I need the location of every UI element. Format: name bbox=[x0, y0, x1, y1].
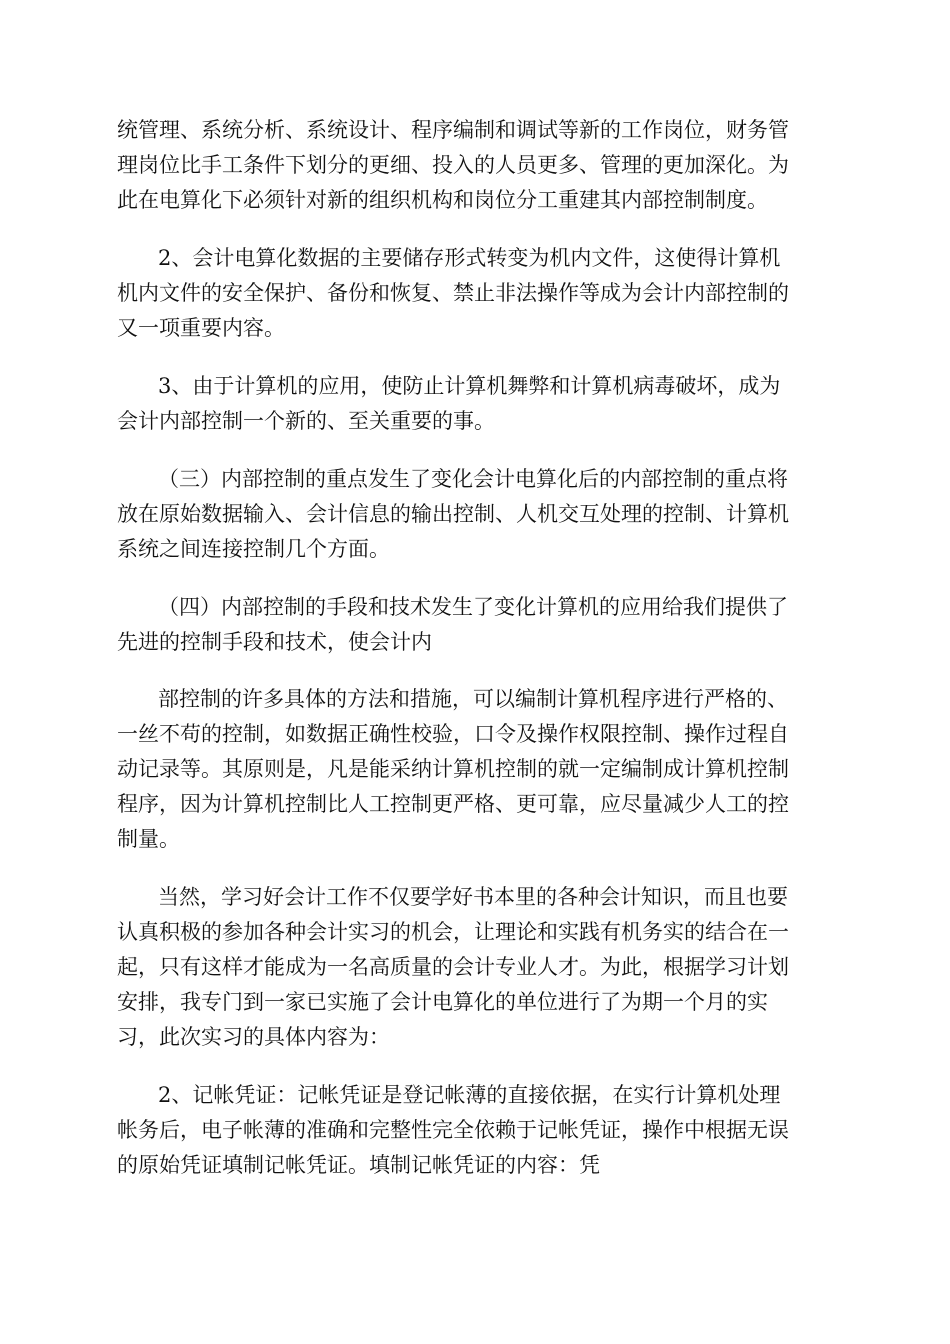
text-line: 认真积极的参加各种会计实习的机会，让理论和实践有机务实的结合在一 bbox=[117, 920, 789, 944]
text-line: 先进的控制手段和技术，使会计内 bbox=[117, 630, 432, 654]
text-line: 一丝不苟的控制，如数据正确性校验，口令及操作权限控制、操作过程自 bbox=[117, 722, 789, 746]
text-line: 理岗位比手工条件下划分的更细、投入的人员更多、管理的更加深化。为 bbox=[117, 153, 789, 177]
text-line: 习，此次实习的具体内容为： bbox=[117, 1025, 390, 1049]
text-line: 3、由于计算机的应用，使防止计算机舞弊和计算机病毒破坏，成为 bbox=[158, 374, 781, 398]
text-line: （三）内部控制的重点发生了变化会计电算化后的内部控制的重点将 bbox=[158, 467, 788, 491]
text-line: 制量。 bbox=[117, 827, 180, 851]
text-line: 的原始凭证填制记帐凭证。填制记帐凭证的内容：凭 bbox=[117, 1153, 600, 1177]
text-line: 2、记帐凭证：记帐凭证是登记帐薄的直接依据，在实行计算机处理 bbox=[158, 1083, 781, 1107]
text-line: 部控制的许多具体的方法和措施，可以编制计算机程序进行严格的、 bbox=[158, 687, 788, 711]
text-line: 程序，因为计算机控制比人工控制更严格、更可靠，应尽量减少人工的控 bbox=[117, 792, 789, 816]
text-line: 放在原始数据输入、会计信息的输出控制、人机交互处理的控制、计算机 bbox=[117, 502, 789, 526]
text-line: 安排，我专门到一家已实施了会计电算化的单位进行了为期一个月的实 bbox=[117, 990, 768, 1014]
text-line: 此在电算化下必须针对新的组织机构和岗位分工重建其内部控制制度。 bbox=[117, 188, 768, 212]
text-line: 统管理、系统分析、系统设计、程序编制和调试等新的工作岗位，财务管 bbox=[117, 118, 789, 142]
text-line: 起，只有这样才能成为一名高质量的会计专业人才。为此，根据学习计划 bbox=[117, 955, 789, 979]
text-line: （四）内部控制的手段和技术发生了变化计算机的应用给我们提供了 bbox=[158, 595, 788, 619]
text-line: 机内文件的安全保护、备份和恢复、禁止非法操作等成为会计内部控制的 bbox=[117, 281, 789, 305]
text-line: 帐务后，电子帐薄的准确和完整性完全依赖于记帐凭证，操作中根据无误 bbox=[117, 1118, 789, 1142]
text-line: 又一项重要内容。 bbox=[117, 316, 285, 340]
text-line: 系统之间连接控制几个方面。 bbox=[117, 537, 390, 561]
text-line: 动记录等。其原则是，凡是能采纳计算机控制的就一定编制成计算机控制 bbox=[117, 757, 789, 781]
text-line: 当然，学习好会计工作不仅要学好书本里的各种会计知识，而且也要 bbox=[158, 885, 788, 909]
text-line: 会计内部控制一个新的、至关重要的事。 bbox=[117, 409, 495, 433]
text-line: 2、会计电算化数据的主要储存形式转变为机内文件，这使得计算机 bbox=[158, 246, 781, 270]
